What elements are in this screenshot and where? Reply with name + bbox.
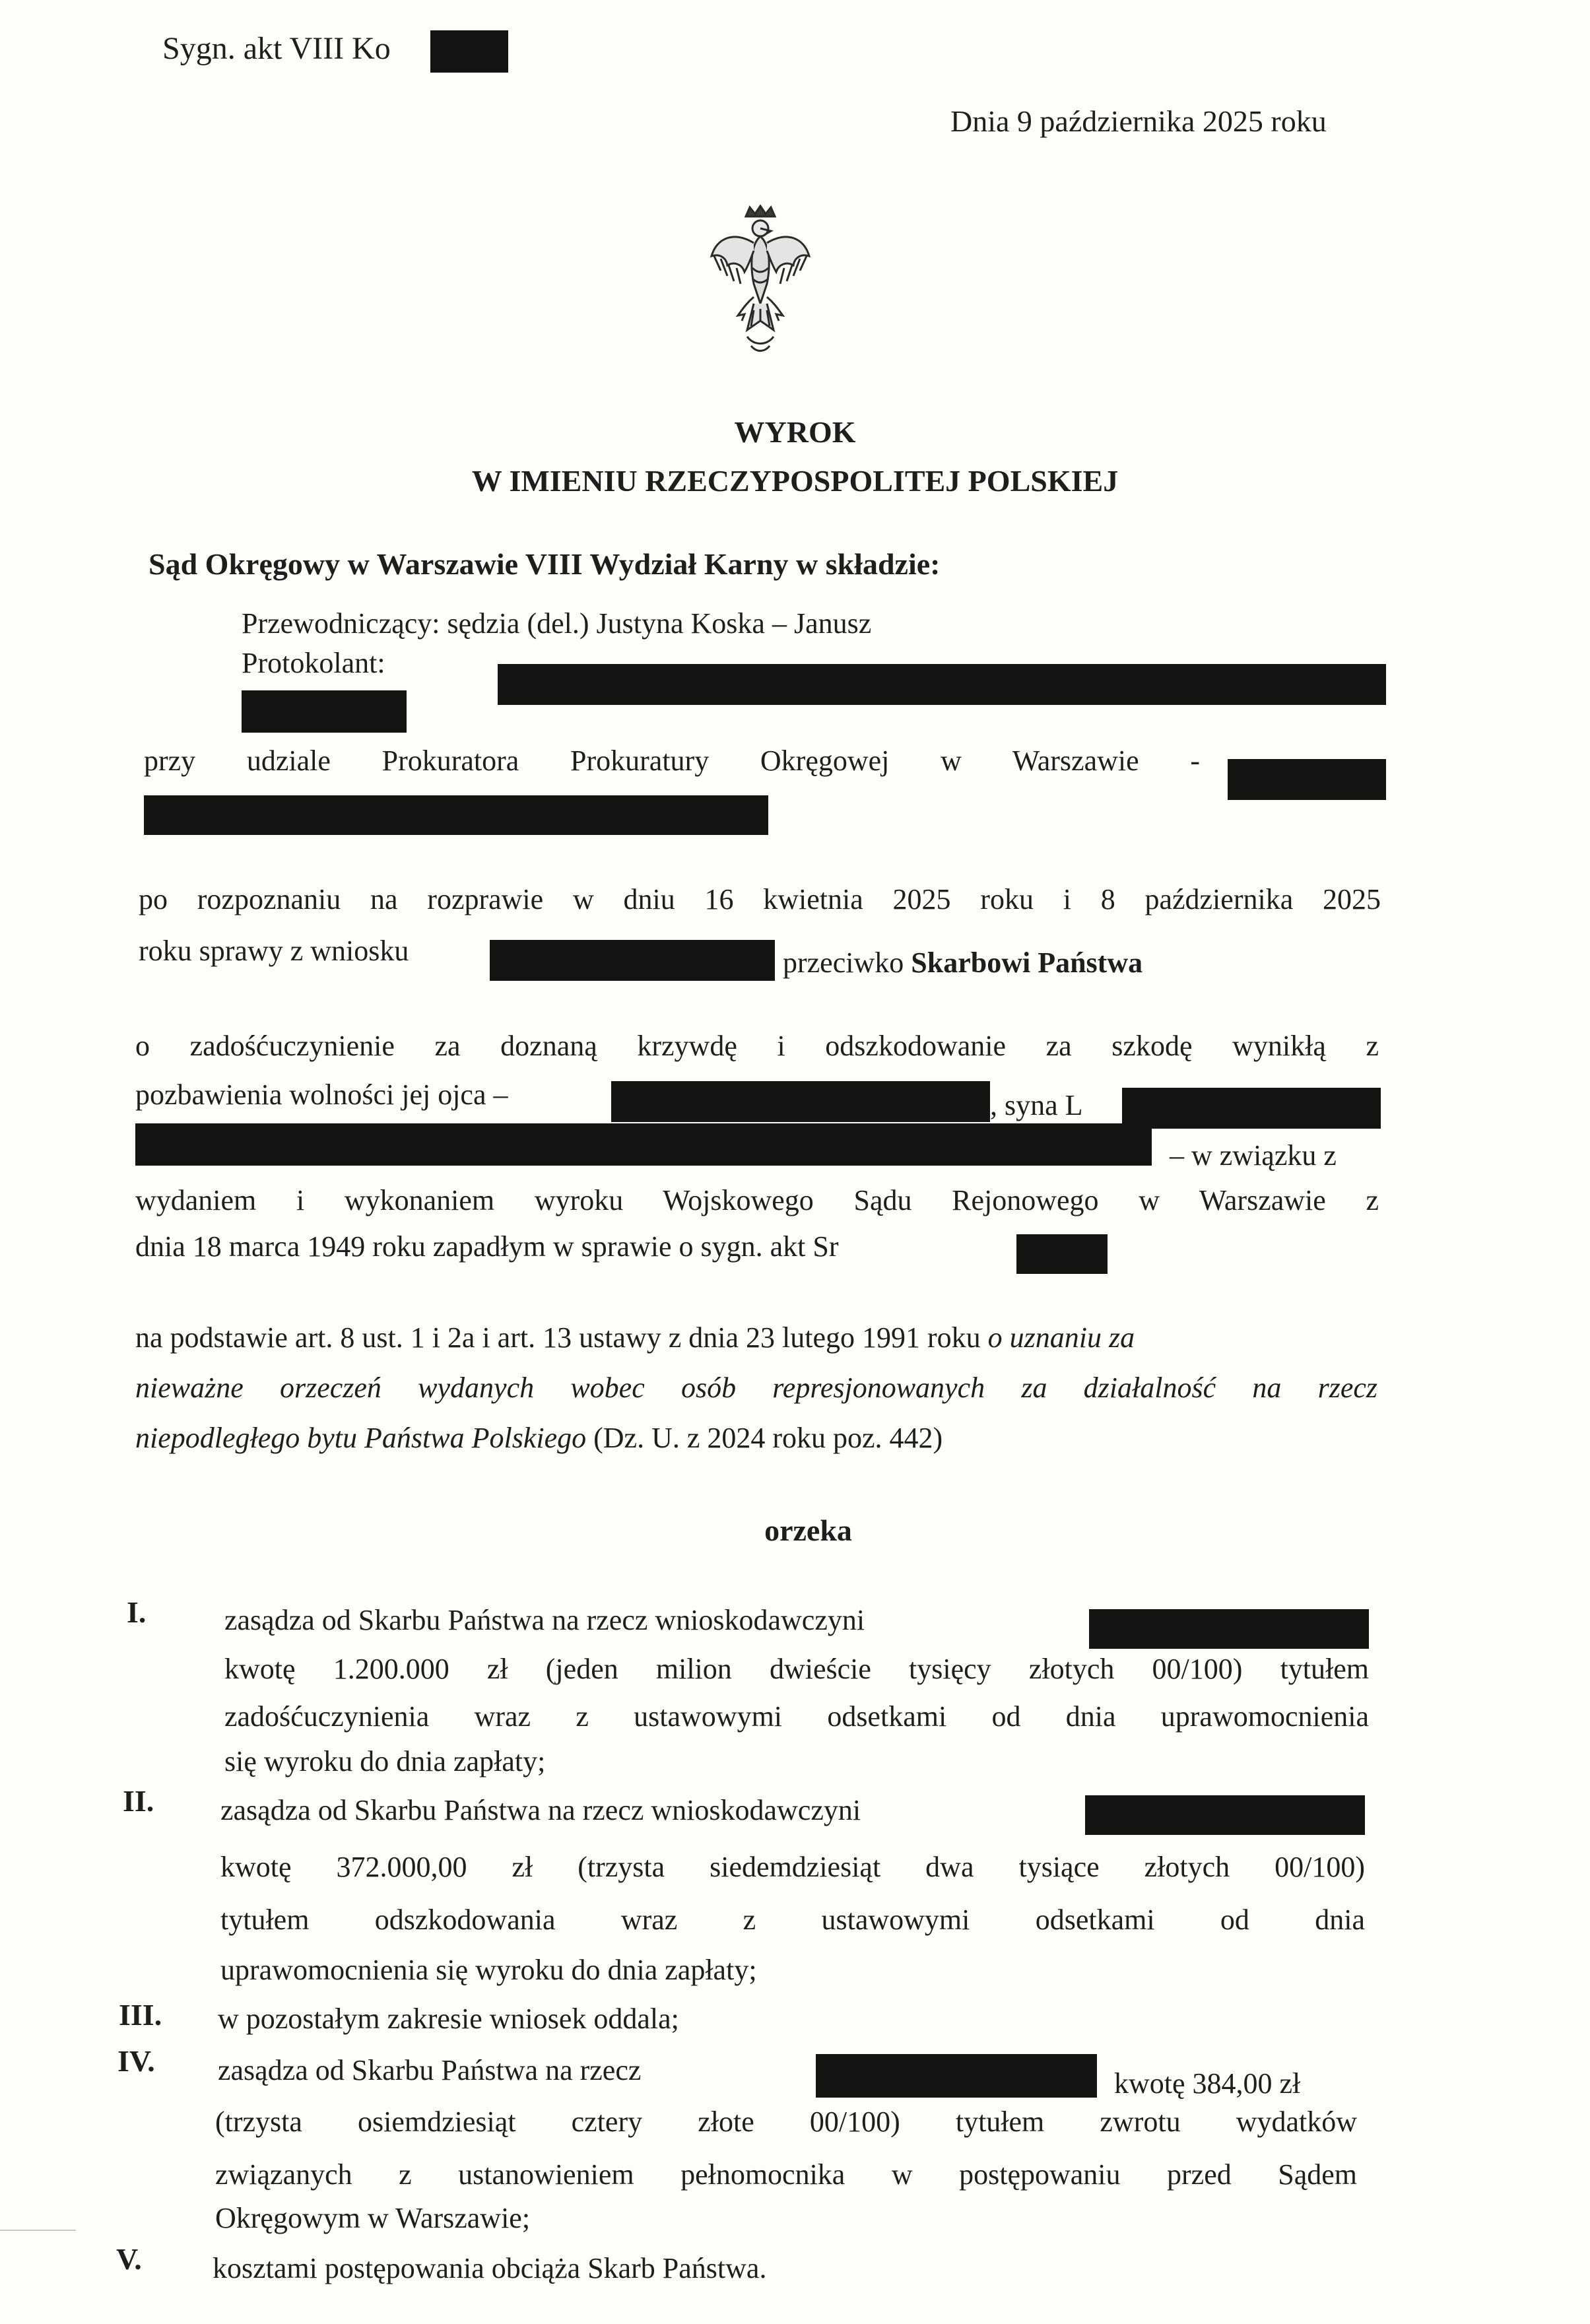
ruling-1-line-1: zasądza od Skarbu Państwa na rzecz wnioskodawczyni: [224, 1604, 865, 1636]
redaction-box: [430, 30, 508, 73]
redaction-box: [1085, 1795, 1365, 1835]
ruling-4-amount: kwotę 384,00 zł: [1114, 2067, 1301, 2100]
hearing-line-2-start: roku sprawy z wniosku: [139, 935, 409, 967]
legal-basis-line-1: [135, 1319, 1135, 1357]
hearing-line-1: po rozpoznaniu na rozprawie w dniu 16 kwietnia 2025 roku i 8 października 2025: [139, 883, 1381, 915]
court-composition: Sąd Okręgowy w Warszawie VIII Wydział Karny w składzie:: [149, 547, 941, 581]
ruling-1-line-3: zadośćuczynienia wraz z ustawowymi odsetkami od dnia uprawomocnienia: [224, 1700, 1369, 1733]
redaction-box: [135, 1123, 1152, 1166]
ruling-4-line-2: (trzysta osiemdziesiąt cztery złote 00/100) tytułem zwrotu wydatków: [215, 2106, 1357, 2138]
statute-title-start: o uznaniu za: [987, 1321, 1135, 1354]
hearing-against: [783, 944, 1143, 982]
prosecutor-line: przy udziale Prokuratora Prokuratury Okręgowej w Warszawie -: [144, 745, 1200, 777]
ruling-4-line-1: zasądza od Skarbu Państwa na rzecz: [218, 2054, 642, 2086]
redaction-box: [1122, 1088, 1381, 1129]
ruling-2-line-2: kwotę 372.000,00 zł (trzysta siedemdziesiąt dwa tysiące złotych 00/100): [220, 1851, 1365, 1883]
ruling-2-line-4: uprawomocnienia się wyroku do dnia zapłaty;: [220, 1954, 757, 1986]
polish-eagle-emblem-icon: [708, 205, 813, 356]
ruling-2-line-3: tytułem odszkodowania wraz z ustawowymi odsetkami od dnia: [220, 1904, 1365, 1936]
ruling-numeral: I.: [127, 1595, 147, 1629]
ruling-4-line-3: związanych z ustanowieniem pełnomocnika w postępowaniu przed Sądem: [215, 2158, 1357, 2191]
ruling-3-line-1: w pozostałym zakresie wniosek oddala;: [218, 2003, 679, 2035]
redaction-box: [242, 690, 407, 733]
subject-line-2-mid: , syna L: [990, 1089, 1083, 1121]
ruling-1-line-4: się wyroku do dnia zapłaty;: [224, 1745, 546, 1777]
redaction-box: [490, 940, 775, 981]
subject-line-1: o zadośćuczynienie za doznaną krzywdę i odszkodowanie za szkodę wynikłą z: [135, 1030, 1379, 1062]
ruling-numeral: V.: [116, 2242, 142, 2276]
statute-title-end: niepodległego bytu Państwa Polskiego: [135, 1422, 587, 1454]
ruling-numeral: II.: [123, 1784, 154, 1818]
legal-basis-text: na podstawie art. 8 ust. 1 i 2a i art. 13 ustawy z dnia 23 lutego 1991 roku: [135, 1321, 981, 1354]
ruling-1-line-2: kwotę 1.200.000 zł (jeden milion dwieście tysięcy złotych 00/100) tytułem: [224, 1653, 1369, 1685]
redaction-box: [1089, 1609, 1369, 1649]
document-date: Dnia 9 października 2025 roku: [950, 104, 1327, 138]
ruling-4-line-4: Okręgowym w Warszawie;: [215, 2202, 531, 2234]
ruling-5-line-1: kosztami postępowania obciąża Skarb Państwa.: [213, 2252, 767, 2284]
ruling-numeral: III.: [119, 1998, 162, 2032]
redaction-box: [1016, 1234, 1108, 1274]
subject-line-5: dnia 18 marca 1949 roku zapadłym w sprawie o sygn. akt Sr: [135, 1230, 839, 1263]
judgment-subtitle: W IMIENIU RZECZYPOSPOLITEJ POLSKIEJ: [471, 464, 1119, 498]
page-edge-mark: [0, 2230, 76, 2231]
ruling-2-line-1: zasądza od Skarbu Państwa na rzecz wnioskodawczyni: [220, 1794, 861, 1826]
clerk-label: Protokolant:: [242, 647, 385, 679]
ruling-numeral: IV.: [117, 2044, 155, 2078]
legal-basis-line-2: nieważne orzeczeń wydanych wobec osób represjonowanych za działalność na rzecz: [135, 1372, 1377, 1404]
case-signature-label: Sygn. akt VIII Ko: [162, 31, 391, 66]
redaction-box: [816, 2054, 1097, 2098]
legal-basis-line-3: [135, 1419, 943, 1457]
redaction-box: [498, 664, 1386, 705]
ruling-heading: orzeka: [764, 1513, 852, 1547]
subject-line-4: wydaniem i wykonaniem wyroku Wojskowego Sądu Rejonowego w Warszawie z: [135, 1184, 1379, 1216]
judgment-title: WYROK: [734, 415, 856, 449]
subject-line-3-end: – w związku z: [1170, 1139, 1337, 1172]
redaction-box: [144, 795, 768, 835]
respondent-name: Skarbowi Państwa: [911, 946, 1143, 979]
statute-citation: (Dz. U. z 2024 roku poz. 442): [593, 1422, 943, 1454]
presiding-judge: Przewodniczący: sędzia (del.) Justyna Koska – Janusz: [242, 607, 872, 640]
subject-line-2-start: pozbawienia wolności jej ojca –: [135, 1079, 508, 1111]
redaction-box: [611, 1081, 990, 1122]
redaction-box: [1228, 759, 1386, 800]
hearing-against-word: przeciwko: [783, 946, 904, 979]
